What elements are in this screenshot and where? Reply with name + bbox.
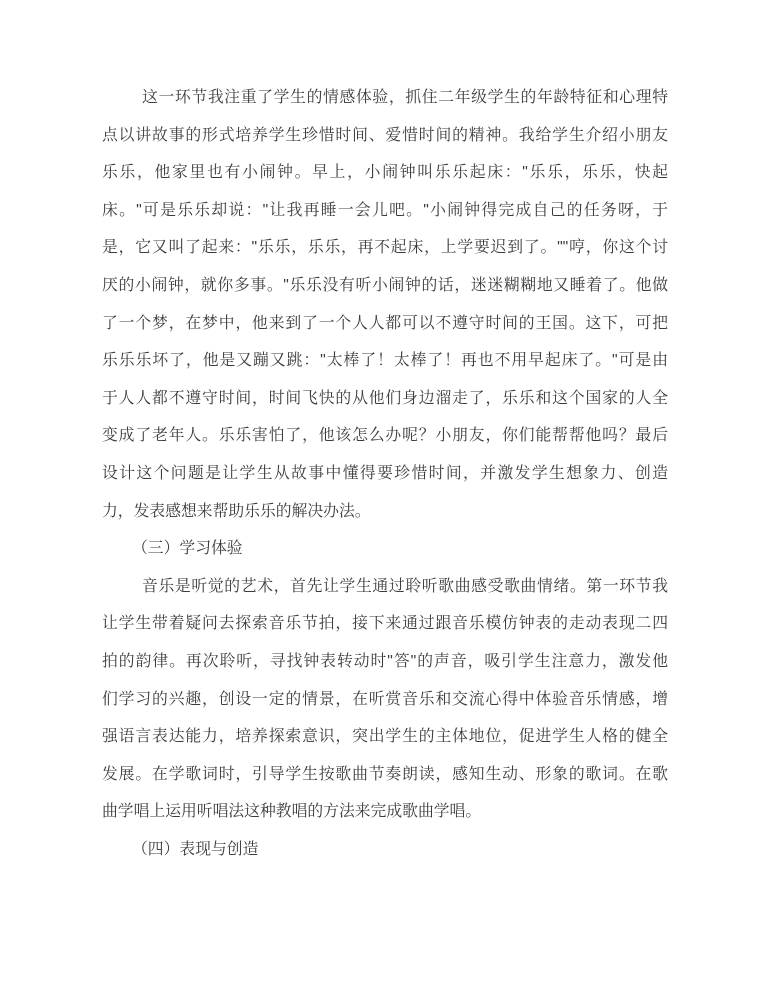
text-line: （三）学习体验 — [132, 540, 243, 558]
body-paragraph — [102, 568, 668, 831]
text-line: 了一个梦，在梦中，他来到了一个人人都可以不遵守时间的王国。这下，可把 — [102, 314, 668, 332]
text-line: 设计这个问题是让学生从故事中懂得要珍惜时间，并激发学生想象力、创造 — [102, 464, 668, 482]
text-line: 让学生带着疑问去探索音乐节拍，接下来通过跟音乐模仿钟表的走动表现二四 — [102, 615, 668, 633]
document-page — [102, 79, 668, 868]
text-line: 于人人都不遵守时间，时间飞快的从他们身边溜走了，乐乐和这个国家的人全 — [102, 389, 668, 407]
text-line: 点以讲故事的形式培养学生珍惜时间、爱惜时间的精神。我给学生介绍小朋友 — [102, 126, 668, 144]
text-line: 床。"可是乐乐却说："让我再睡一会儿吧。"小闹钟得完成自己的任务呀，于 — [102, 201, 668, 219]
text-line: （四）表现与创造 — [132, 840, 259, 858]
text-line: 拍的韵律。再次聆听，寻找钟表转动时"答"的声音，吸引学生注意力，激发他 — [102, 652, 668, 670]
text-line: 乐乐乐坏了，他是又蹦又跳："太棒了！太棒了！再也不用早起床了。"可是由 — [102, 352, 668, 370]
text-line: 力，发表感想来帮助乐乐的解决办法。 — [102, 502, 371, 520]
text-line: 们学习的兴趣，创设一定的情景，在听赏音乐和交流心得中体验音乐情感，增 — [102, 690, 668, 708]
section-heading — [102, 831, 668, 869]
text-line: 乐乐，他家里也有小闹钟。早上，小闹钟叫乐乐起床："乐乐，乐乐，快起 — [102, 164, 668, 182]
text-line: 变成了老年人。乐乐害怕了，他该怎么办呢？小朋友，你们能帮帮他吗？最后 — [102, 427, 668, 445]
text-line: 曲学唱上运用听唱法这种教唱的方法来完成歌曲学唱。 — [102, 803, 482, 821]
text-line: 音乐是听觉的艺术，首先让学生通过聆听歌曲感受歌曲情绪。第一环节我 — [142, 577, 668, 595]
body-paragraph — [102, 79, 668, 530]
text-line: 这一环节我注重了学生的情感体验，抓住二年级学生的年龄特征和心理特 — [142, 89, 668, 106]
text-line: 是，它又叫了起来："乐乐，乐乐，再不起床，上学要迟到了。""哼，你这个讨 — [102, 239, 668, 257]
text-line: 强语言表达能力，培养探索意识，突出学生的主体地位，促进学生人格的健全 — [102, 728, 668, 746]
text-line: 发展。在学歌词时，引导学生按歌曲节奏朗读，感知生动、形象的歌词。在歌 — [102, 765, 668, 783]
text-line: 厌的小闹钟，就你多事。"乐乐没有听小闹钟的话，迷迷糊糊地又睡着了。他做 — [102, 276, 668, 294]
section-heading — [102, 530, 668, 568]
